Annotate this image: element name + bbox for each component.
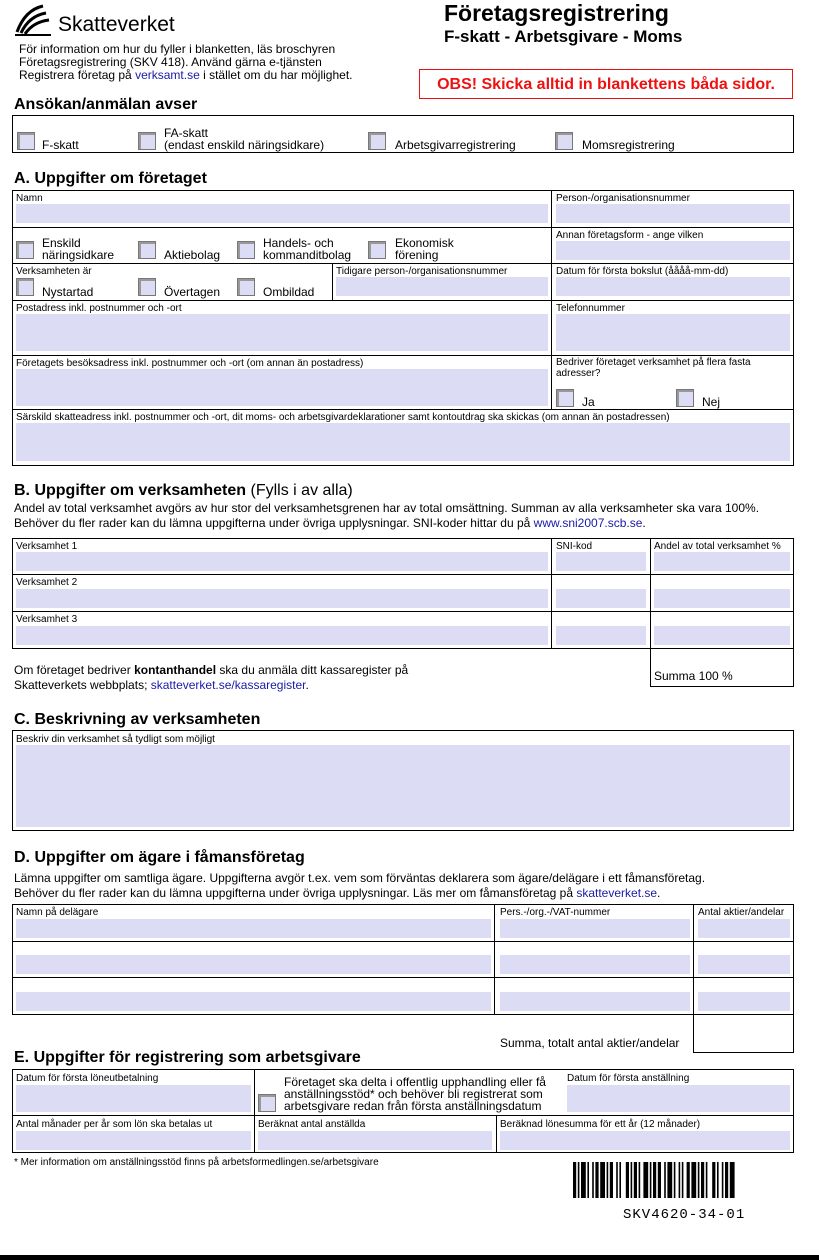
vat-label: Momsregistrering bbox=[582, 138, 675, 152]
barcode-bar bbox=[587, 1162, 589, 1198]
procurement-label-2: anställningsstöd* och behöver bli registrerat som bbox=[284, 1087, 543, 1101]
barcode-bar bbox=[595, 1162, 598, 1198]
fa-skatt-checkbox[interactable] bbox=[138, 132, 156, 150]
visit-address-input[interactable] bbox=[16, 369, 548, 406]
name-input[interactable] bbox=[16, 204, 548, 223]
share-3-input[interactable] bbox=[654, 626, 790, 645]
info-line-3 bbox=[19, 69, 399, 82]
barcode-bar bbox=[717, 1162, 719, 1198]
sni-link[interactable]: www.sni2007.scb.se bbox=[533, 516, 643, 530]
barcode-graphic bbox=[573, 1162, 793, 1198]
owner-2-name-input[interactable] bbox=[16, 955, 491, 974]
share-2-input[interactable] bbox=[654, 589, 790, 608]
first-employment-input[interactable] bbox=[567, 1085, 790, 1112]
salary-sum-input[interactable] bbox=[500, 1131, 790, 1150]
barcode-bar bbox=[573, 1162, 576, 1198]
section-b-title-suffix: (Fylls i av alla) bbox=[246, 482, 353, 499]
application-title: Ansökan/anmälan avser bbox=[14, 96, 198, 113]
f-skatt-checkbox[interactable] bbox=[17, 132, 35, 150]
owner-shares-label: Antal aktier/andelar bbox=[698, 907, 785, 918]
fa-skatt-label-line-2: (endast enskild näringsidkare) bbox=[164, 138, 325, 152]
barcode-bar bbox=[701, 1162, 704, 1198]
total-shares-label: Summa, totalt antal aktier/andelar bbox=[500, 1036, 680, 1050]
business-row-3-label: Verksamhet 3 bbox=[16, 614, 78, 625]
sole-trader-checkbox[interactable] bbox=[16, 241, 34, 259]
procurement-checkbox[interactable] bbox=[258, 1094, 276, 1112]
describe-label: Beskriv din verksamhet så tydligt som möjligt bbox=[16, 734, 215, 745]
yes-checkbox[interactable] bbox=[556, 389, 574, 407]
new-checkbox[interactable] bbox=[16, 278, 34, 296]
business-is-label: Verksamheten är bbox=[16, 266, 92, 277]
form-title: Företagsregistrering bbox=[444, 0, 669, 26]
section-a-title: A. Uppgifter om företaget bbox=[14, 170, 207, 187]
obs-notice: OBS! Skicka alltid in blankettens båda sidor. bbox=[437, 76, 775, 93]
employees-input[interactable] bbox=[258, 1131, 492, 1150]
cash-note-2-post: . bbox=[305, 678, 309, 692]
section-d-desc-2-pre: Behöver du fler rader kan du lämna uppgifterna under övriga upplysningar. Läs mer om fåmansföretag på bbox=[14, 886, 577, 900]
section-e-title: E. Uppgifter för registrering som arbetsgivare bbox=[14, 1049, 361, 1066]
section-d-title: D. Uppgifter om ägare i fåmansföretag bbox=[14, 849, 305, 866]
barcode-bar bbox=[643, 1162, 648, 1198]
barcode-bar bbox=[592, 1162, 594, 1198]
share-label: Andel av total verksamhet % bbox=[654, 541, 781, 552]
barcode-bar bbox=[626, 1162, 629, 1198]
months-input[interactable] bbox=[16, 1131, 251, 1150]
first-salary-label: Datum för första löneutbetalning bbox=[16, 1073, 159, 1084]
obs-notice-box bbox=[419, 69, 793, 99]
barcode-bar bbox=[667, 1162, 672, 1198]
ef-label-2: förening bbox=[395, 248, 439, 262]
owner-2-shares-input[interactable] bbox=[698, 955, 790, 974]
ef-label-1: Ekonomisk bbox=[395, 236, 454, 250]
barcode-bar bbox=[674, 1162, 676, 1198]
no-checkbox[interactable] bbox=[676, 389, 694, 407]
reformed-checkbox[interactable] bbox=[237, 278, 255, 296]
barcode-bar bbox=[730, 1162, 735, 1198]
cash-note-pre: Om företaget bedriver bbox=[14, 663, 135, 677]
barcode-bar bbox=[650, 1162, 652, 1198]
section-b-desc-2-pre: Behöver du fler rader kan du lämna uppgifterna under övriga upplysningar. SNI-koder hittar du på bbox=[14, 516, 534, 530]
business-row-1-label: Verksamhet 1 bbox=[16, 541, 78, 552]
barcode-bar bbox=[679, 1162, 681, 1198]
barcode-bar bbox=[610, 1162, 613, 1198]
describe-input[interactable] bbox=[16, 745, 790, 827]
org-number-label: Person-/organisationsnummer bbox=[556, 193, 690, 204]
taken-over-label: Övertagen bbox=[164, 285, 221, 299]
previous-number-label: Tidigare person-/organisationsnummer bbox=[336, 266, 508, 277]
business-2-input[interactable] bbox=[16, 589, 548, 608]
employer-checkbox[interactable] bbox=[368, 132, 386, 150]
section-b-title bbox=[14, 482, 353, 500]
kassaregister-link[interactable]: skatteverket.se/kassaregister bbox=[150, 678, 306, 692]
taken-over-checkbox[interactable] bbox=[138, 278, 156, 296]
sni-code-label: SNI-kod bbox=[556, 541, 593, 552]
barcode-bar bbox=[631, 1162, 633, 1198]
sole-trader-label-2: näringsidkare bbox=[42, 248, 115, 262]
barcode-bar bbox=[581, 1162, 586, 1198]
footer-note: * Mer information om anställningsstöd finns på arbetsformedlingen.se/arbetsgivare bbox=[14, 1157, 379, 1168]
form-code: SKV4620-34-01 bbox=[623, 1207, 746, 1223]
owner-3-name-input[interactable] bbox=[16, 992, 491, 1011]
barcode-bar bbox=[658, 1162, 661, 1198]
hb-label-1: Handels- och bbox=[263, 236, 334, 250]
postal-address-input[interactable] bbox=[16, 314, 548, 351]
business-1-input[interactable] bbox=[16, 552, 548, 571]
sni-1-input[interactable] bbox=[556, 552, 646, 571]
barcode-bar bbox=[639, 1162, 641, 1198]
org-number-input[interactable] bbox=[556, 204, 790, 223]
barcode-bar bbox=[664, 1162, 666, 1198]
info-line-3-post: i stället om du har möjlighet. bbox=[199, 68, 353, 82]
owner-id-label: Pers.-/org.-/VAT-nummer bbox=[500, 907, 611, 918]
owner-1-shares-input[interactable] bbox=[698, 919, 790, 938]
barcode-bar bbox=[619, 1162, 621, 1198]
form-subtitle: F-skatt - Arbetsgivare - Moms bbox=[444, 27, 683, 46]
new-label: Nystartad bbox=[42, 285, 94, 299]
owner-3-id-input[interactable] bbox=[500, 992, 690, 1011]
info-line-2: Företagsregistrering (SKV 418). Använd gärna e-tjänsten bbox=[19, 55, 322, 69]
skatteverket-logo bbox=[13, 2, 198, 38]
procurement-label-1: Företaget ska delta i offentlig upphandling eller få bbox=[284, 1075, 546, 1089]
visit-address-label: Företagets besöksadress inkl. postnummer och -ort (om annan än postadress) bbox=[16, 358, 364, 369]
hb-checkbox[interactable] bbox=[237, 241, 255, 259]
info-line-1: För information om hur du fyller i blanketten, läs broschyren bbox=[19, 42, 336, 56]
f-skatt-label: F-skatt bbox=[42, 138, 79, 152]
first-employment-label: Datum för första anställning bbox=[567, 1073, 690, 1084]
tax-address-input[interactable] bbox=[16, 423, 790, 461]
cash-note-bold: kontanthandel bbox=[134, 663, 217, 677]
reformed-label: Ombildad bbox=[263, 285, 315, 299]
info-text bbox=[19, 43, 399, 82]
barcode-bar bbox=[722, 1162, 724, 1198]
ab-checkbox[interactable] bbox=[138, 241, 156, 259]
cash-register-note-2 bbox=[14, 679, 309, 692]
section-b-desc-2 bbox=[14, 517, 646, 530]
section-b-desc-1: Andel av total verksamhet avgörs av hur stor del verksamhetsgrenen har av total omsättning. Summan av alla verksamheter ska vara 100%. bbox=[14, 501, 760, 515]
business-3-input[interactable] bbox=[16, 626, 548, 645]
owner-2-id-input[interactable] bbox=[500, 955, 690, 974]
phone-label: Telefonnummer bbox=[556, 303, 625, 314]
first-closing-label: Datum för första bokslut (åååå-mm-dd) bbox=[556, 266, 729, 277]
name-label: Namn bbox=[16, 193, 43, 204]
sum-100-label: Summa 100 % bbox=[654, 669, 733, 683]
owner-1-name-input[interactable] bbox=[16, 919, 491, 938]
first-salary-input[interactable] bbox=[16, 1085, 251, 1112]
barcode-bar bbox=[712, 1162, 715, 1198]
crown-logo-icon bbox=[13, 2, 53, 36]
section-d-desc-1: Lämna uppgifter om samtliga ägare. Uppgifterna avgör t.ex. vem som förväntas deklarera som ägare/delägare i ett fåmansföretag. bbox=[14, 871, 706, 885]
procurement-label-3: arbetsgivare redan från första anställningsdatum bbox=[284, 1099, 542, 1113]
barcode-bar bbox=[687, 1162, 690, 1198]
barcode-bar bbox=[691, 1162, 696, 1198]
barcode-bar bbox=[634, 1162, 637, 1198]
cash-note-2-pre: Skatteverkets webbplats; bbox=[14, 678, 151, 692]
first-closing-input[interactable] bbox=[556, 277, 790, 296]
owner-1-id-input[interactable] bbox=[500, 919, 690, 938]
other-form-input[interactable] bbox=[556, 241, 790, 260]
barcode-bar bbox=[578, 1162, 580, 1198]
sole-trader-label-1: Enskild bbox=[42, 236, 81, 250]
sni-2-input[interactable] bbox=[556, 589, 646, 608]
employer-label: Arbetsgivarregistrering bbox=[395, 138, 516, 152]
hb-label-2: kommanditbolag bbox=[263, 248, 352, 262]
barcode-bar bbox=[600, 1162, 605, 1198]
salary-sum-label: Beräknad lönesumma för ett år (12 månader) bbox=[500, 1119, 701, 1130]
barcode-bar bbox=[725, 1162, 728, 1198]
vat-checkbox[interactable] bbox=[555, 132, 573, 150]
section-b-desc-2-post: . bbox=[642, 516, 646, 530]
section-b-title-main: B. Uppgifter om verksamheten bbox=[14, 482, 247, 499]
section-d-desc-2 bbox=[14, 887, 660, 900]
section-c-title: C. Beskrivning av verksamheten bbox=[14, 711, 261, 728]
postal-address-label: Postadress inkl. postnummer och -ort bbox=[16, 303, 182, 314]
previous-number-input[interactable] bbox=[336, 277, 548, 296]
tax-address-label: Särskild skatteadress inkl. postnummer och -ort, dit moms- och arbetsgivardeklarationer samt kontoutdrag ska skickas (om annan än postadressen) bbox=[16, 412, 670, 423]
barcode-bar bbox=[616, 1162, 618, 1198]
months-label: Antal månader per år som lön ska betalas ut bbox=[16, 1119, 213, 1130]
section-d-desc-2-post: . bbox=[657, 886, 661, 900]
multiple-addresses-label: Bedriver företaget verksamhet på flera fasta adresser? bbox=[556, 357, 751, 379]
info-line-3-pre: Registrera företag på bbox=[19, 68, 136, 82]
fa-skatt-label-line-1: FA-skatt bbox=[164, 126, 209, 140]
cash-note-post: ska du anmäla ditt kassaregister på bbox=[216, 663, 409, 677]
verksamt-link[interactable]: verksamt.se bbox=[135, 68, 200, 82]
sni-3-input[interactable] bbox=[556, 626, 646, 645]
logo-text: Skatteverket bbox=[58, 13, 175, 36]
ab-label: Aktiebolag bbox=[164, 248, 221, 262]
other-form-label: Annan företagsform - ange vilken bbox=[556, 230, 704, 241]
owner-name-label: Namn på delägare bbox=[16, 907, 99, 918]
barcode bbox=[573, 1162, 793, 1198]
barcode-bar bbox=[682, 1162, 684, 1198]
share-1-input[interactable] bbox=[654, 552, 790, 571]
ef-checkbox[interactable] bbox=[368, 241, 386, 259]
owner-3-shares-input[interactable] bbox=[698, 992, 790, 1011]
barcode-bar bbox=[698, 1162, 700, 1198]
employees-label: Beräknat antal anställda bbox=[258, 1119, 366, 1130]
business-row-2-label: Verksamhet 2 bbox=[16, 577, 78, 588]
barcode-bar bbox=[706, 1162, 708, 1198]
skatteverket-link[interactable]: skatteverket.se bbox=[576, 886, 658, 900]
barcode-bar bbox=[653, 1162, 656, 1198]
no-label: Nej bbox=[702, 395, 721, 409]
yes-label: Ja bbox=[582, 395, 595, 409]
cash-register-note-1 bbox=[14, 664, 408, 677]
barcode-bar bbox=[607, 1162, 609, 1198]
phone-input[interactable] bbox=[556, 314, 790, 351]
page-bottom-rule bbox=[0, 1255, 819, 1260]
